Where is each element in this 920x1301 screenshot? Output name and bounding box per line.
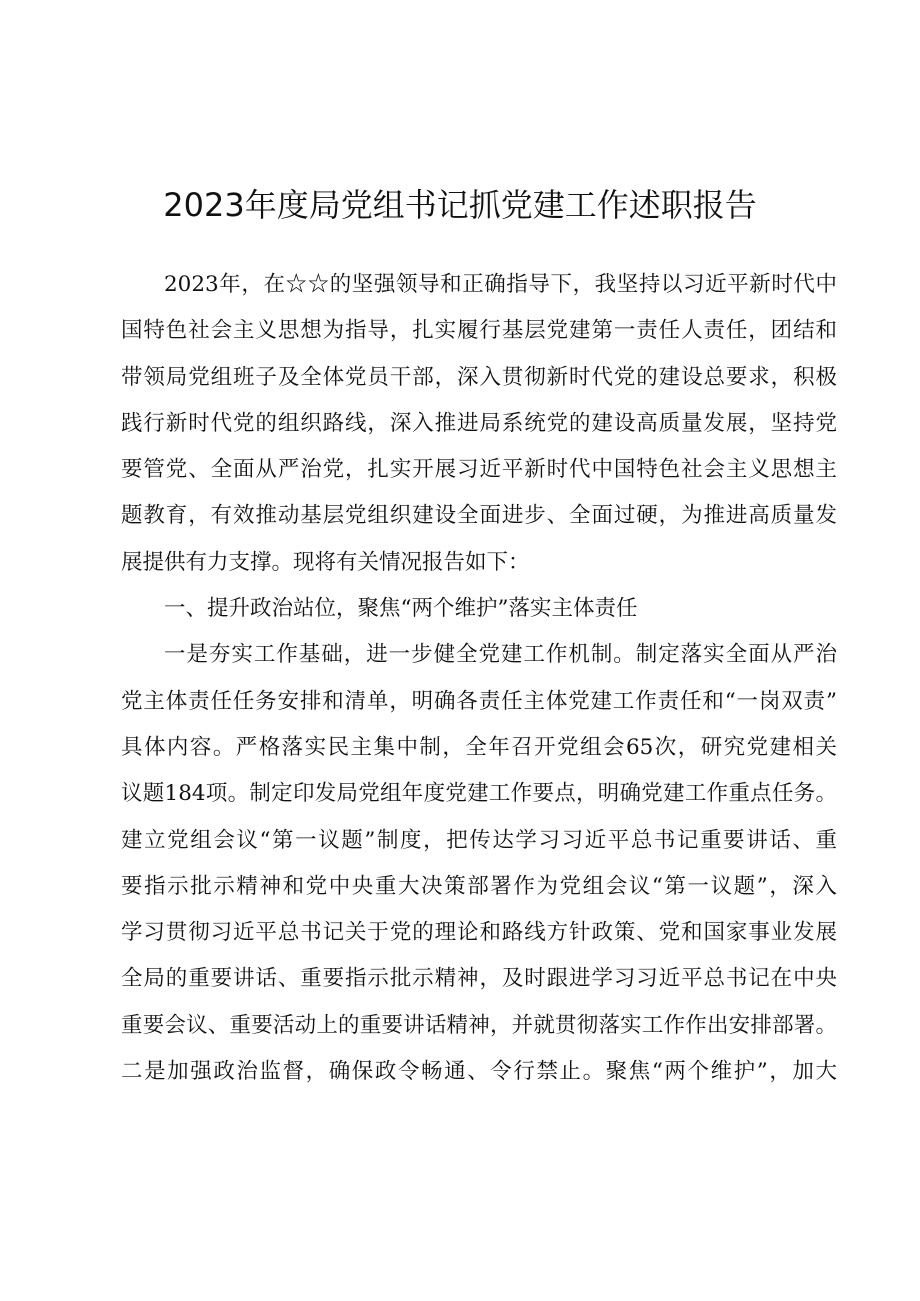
text-line: 学习贯彻习近平总书记关于党的理论和路线方针政策、党和国家事业发展	[121, 920, 837, 946]
text-line: 展提供有力支撑。现将有关情况报告如下：	[121, 549, 530, 575]
text-line: 全局的重要讲话、重要指示批示精神，及时跟进学习习近平总书记在中央	[121, 966, 837, 992]
text-line: 议题184项。制定印发局党组年度党建工作要点，明确党建工作重点任务。	[121, 781, 837, 807]
document-body	[121, 262, 837, 1095]
document-title: 2023年度局党组书记抓党建工作述职报告	[163, 186, 757, 224]
text-line: 要管党、全面从严治党，扎实开展习近平新时代中国特色社会主义思想主	[121, 457, 837, 483]
text-line: 具体内容。严格落实民主集中制，全年召开党组会65次，研究党建相关	[121, 734, 837, 760]
text-line: 一、提升政治站位，聚焦“两个维护”落实主体责任	[164, 596, 638, 622]
text-line: 一是夯实工作基础，进一步健全党建工作机制。制定落实全面从严治	[164, 642, 837, 668]
text-line: 题教育，有效推动基层党组织建设全面进步、全面过硬，为推进高质量发	[121, 503, 837, 529]
text-line: 国特色社会主义思想为指导，扎实履行基层党建第一责任人责任，团结和	[121, 318, 837, 344]
text-line: 二是加强政治监督，确保政令畅通、令行禁止。聚焦“两个维护”，加大	[121, 1059, 837, 1085]
text-line: 2023年，在☆☆的坚强领导和正确指导下，我坚持以习近平新时代中	[164, 272, 837, 297]
text-line: 带领局党组班子及全体党员干部，深入贯彻新时代党的建设总要求，积极	[121, 364, 837, 390]
text-line: 建立党组会议“第一议题”制度，把传达学习习近平总书记重要讲话、重	[121, 827, 837, 853]
text-line: 要指示批示精神和党中央重大决策部署作为党组会议“第一议题”，深入	[121, 873, 837, 899]
text-line: 践行新时代党的组织路线，深入推进局系统党的建设高质量发展，坚持党	[121, 410, 837, 436]
text-line: 党主体责任任务安排和清单，明确各责任主体党建工作责任和“一岗双责”	[121, 688, 837, 714]
text-line: 重要会议、重要活动上的重要讲话精神，并就贯彻落实工作作出安排部署。	[121, 1012, 837, 1038]
